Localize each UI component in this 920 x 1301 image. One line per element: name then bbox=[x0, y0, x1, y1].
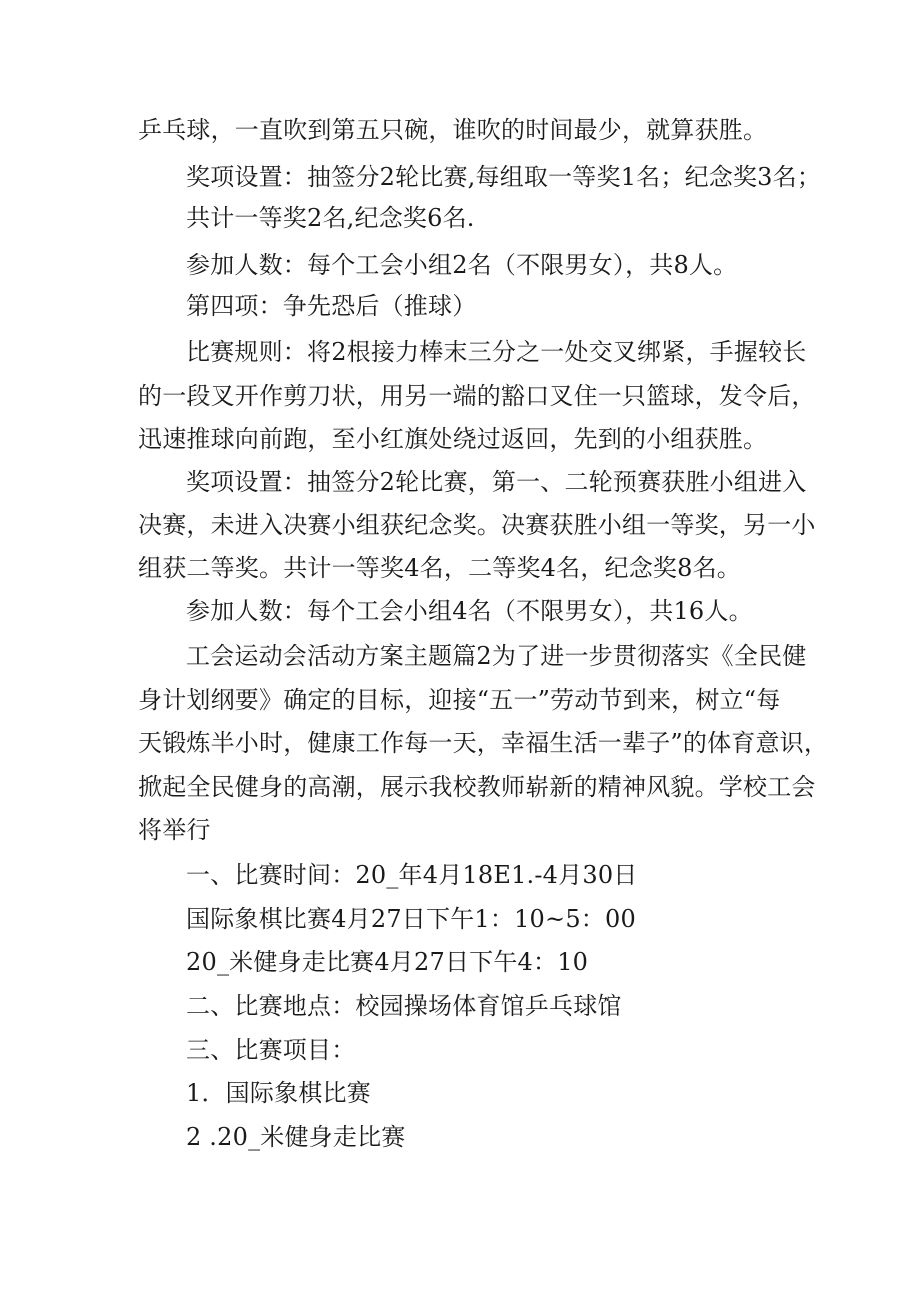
text-line: 将举行 bbox=[138, 816, 211, 844]
text-line: 天锻炼半小时，健康工作每一天，幸福生活一辈子”的体育意识， bbox=[138, 729, 829, 757]
list-item: 2 .20_米健身走比赛 bbox=[186, 1123, 406, 1151]
text-line: 乒乓球，一直吹到第五只碗，谁吹的时间最少，就算获胜。 bbox=[138, 116, 768, 144]
text-line: 二、比赛地点：校园操场体育馆乒乓球馆 bbox=[186, 992, 622, 1020]
text-line: 奖项设置：抽签分2轮比赛，第一、二轮预赛获胜小组进入 bbox=[186, 468, 807, 496]
text-line: 的一段叉开作剪刀状，用另一端的豁口叉住一只篮球，发令后， bbox=[138, 382, 816, 410]
text-line: 身计划纲要》确定的目标，迎接“五一”劳动节到来，树立“每 bbox=[138, 686, 781, 714]
text-line: 组获二等奖。共计一等奖4名，二等奖4名，纪念奖8名。 bbox=[138, 554, 742, 582]
text-line: 国际象棋比赛4月27日下午1：10~5：00 bbox=[186, 905, 636, 933]
text-line: 三、比赛项目： bbox=[186, 1036, 356, 1064]
text-line: 比赛规则：将2根接力棒末三分之一处交叉绑紧，手握较长 bbox=[186, 338, 807, 366]
text-line: 掀起全民健身的高潮，展示我校教师崭新的精神风貌。学校工会 bbox=[138, 773, 816, 801]
text-line: 一、比赛时间：20_年4月18E1.-4月30日 bbox=[186, 861, 638, 889]
text-line: 共计一等奖2名,纪念奖6名. bbox=[186, 204, 475, 232]
text-line: 20_米健身走比赛4月27日下午4：10 bbox=[186, 948, 589, 976]
section-heading: 第四项：争先恐后（推球） bbox=[186, 292, 477, 320]
text-line: 工会运动会活动方案主题篇2为了进一步贯彻落实《全民健 bbox=[186, 642, 807, 670]
text-line: 奖项设置：抽签分2轮比赛,每组取一等奖1名；纪念奖3名； bbox=[186, 163, 822, 191]
text-line: 参加人数：每个工会小组2名（不限男女），共8人。 bbox=[186, 251, 738, 279]
text-line: 参加人数：每个工会小组4名（不限男女），共16人。 bbox=[186, 597, 753, 625]
text-line: 决赛，未进入决赛小组获纪念奖。决赛获胜小组一等奖，另一小 bbox=[138, 511, 816, 539]
list-item: 1．国际象棋比赛 bbox=[186, 1079, 371, 1107]
text-line: 迅速推球向前跑，至小红旗处绕过返回，先到的小组获胜。 bbox=[138, 425, 768, 453]
